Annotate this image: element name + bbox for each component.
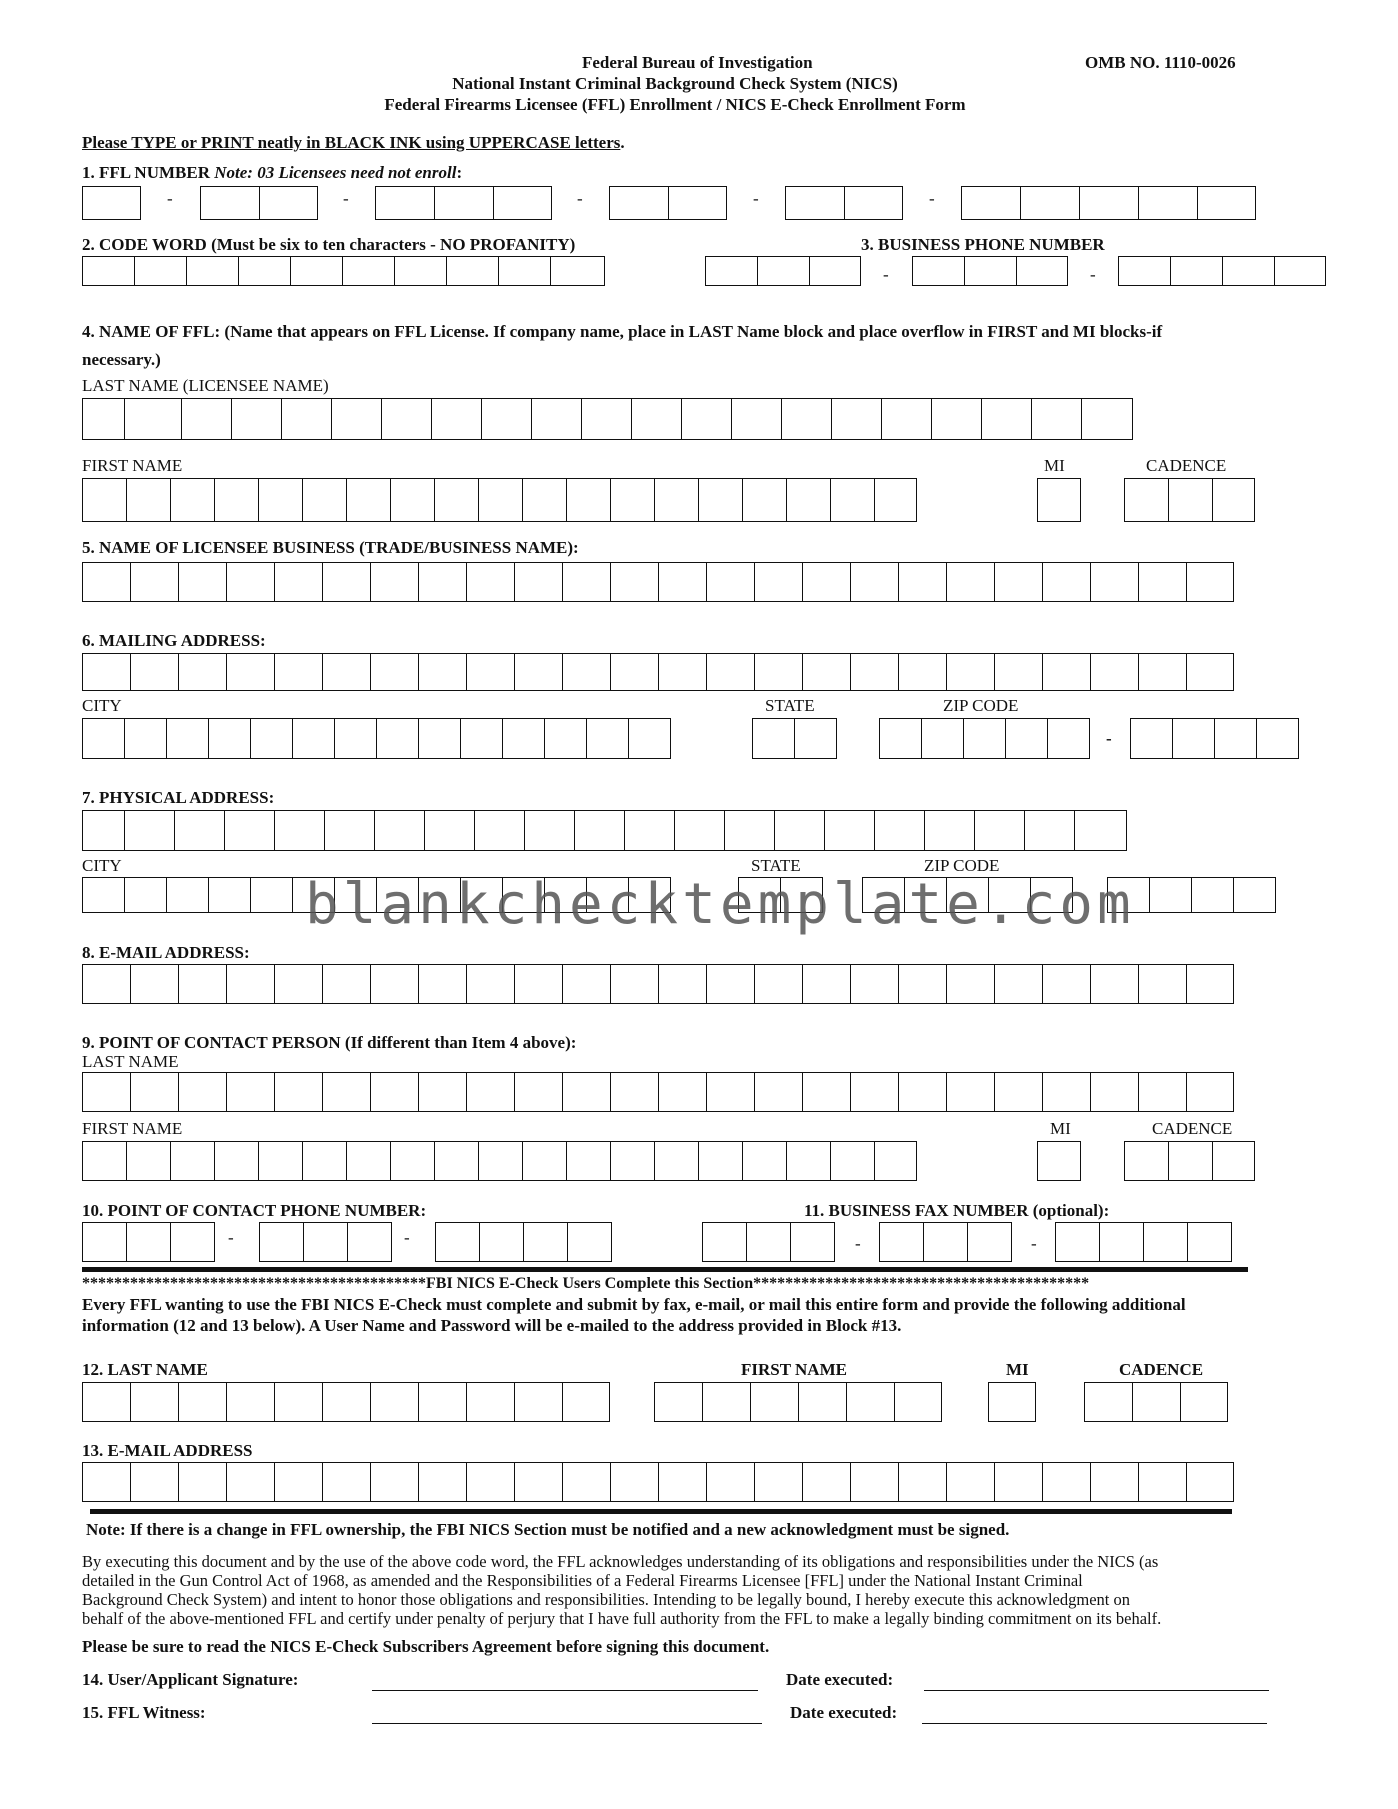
- witness-line[interactable]: [372, 1723, 762, 1724]
- signature-label: 14. User/Applicant Signature:: [82, 1670, 299, 1689]
- ffl-number-seg4[interactable]: [609, 186, 727, 220]
- agency-title: Federal Bureau of Investigation: [582, 53, 813, 72]
- echeck-cadence-label: CADENCE: [1119, 1360, 1204, 1379]
- poc-first-name-boxes[interactable]: [82, 1141, 917, 1181]
- ffl-number-seg5[interactable]: [785, 186, 903, 220]
- dash: -: [228, 1228, 234, 1247]
- section-rule: [90, 1509, 1232, 1514]
- ffl-number-seg3[interactable]: [375, 186, 552, 220]
- poc-mi-box[interactable]: [1037, 1141, 1081, 1181]
- poc-cadence-label: CADENCE: [1152, 1119, 1233, 1138]
- ffl-number-label: 1. FFL NUMBER Note: 03 Licensees need not enroll:: [82, 163, 463, 182]
- echeck-last-name-boxes[interactable]: [82, 1382, 610, 1422]
- dash: -: [883, 265, 889, 284]
- witness-label: 15. FFL Witness:: [82, 1703, 206, 1722]
- mailing-address-label: 6. MAILING ADDRESS:: [82, 631, 266, 650]
- ffl-name-label: 4. NAME OF FFL: (Name that appears on FFL License. If company name, place in LAST Name block and place overflow in FIRST and MI blocks-if: [82, 322, 1163, 341]
- business-phone-prefix[interactable]: [912, 256, 1068, 286]
- dash: -: [855, 1234, 861, 1253]
- mailing-city-boxes[interactable]: [82, 718, 671, 759]
- ffl-number-seg1[interactable]: [82, 186, 141, 220]
- poc-first-name-label: FIRST NAME: [82, 1119, 183, 1138]
- physical-address-boxes[interactable]: [82, 810, 1127, 851]
- system-title: National Instant Criminal Background Check System (NICS): [452, 74, 898, 93]
- business-name-boxes[interactable]: [82, 562, 1234, 602]
- business-phone-area[interactable]: [705, 256, 861, 286]
- dash: -: [167, 189, 173, 208]
- dash: -: [1090, 265, 1096, 284]
- echeck-banner: *******************************************FBI NICS E-Check Users Complete this Section******************************************: [82, 1275, 1090, 1292]
- ffl-first-name-boxes[interactable]: [82, 478, 917, 522]
- dash: -: [1031, 1234, 1037, 1253]
- signature-line[interactable]: [372, 1690, 758, 1691]
- dash: -: [753, 189, 759, 208]
- business-name-label: 5. NAME OF LICENSEE BUSINESS (TRADE/BUSINESS NAME):: [82, 538, 579, 557]
- poc-phone-line[interactable]: [435, 1222, 612, 1262]
- ffl-number-seg2[interactable]: [200, 186, 318, 220]
- business-phone-line[interactable]: [1118, 256, 1326, 286]
- ffl-name-label-cont: necessary.): [82, 350, 161, 369]
- echeck-email-boxes[interactable]: [82, 1462, 1234, 1502]
- ffl-mi-box[interactable]: [1037, 478, 1081, 522]
- read-agreement-notice: Please be sure to read the NICS E-Check Subscribers Agreement before signing this document.: [82, 1637, 770, 1656]
- physical-zip-label: ZIP CODE: [924, 856, 1000, 875]
- ffl-first-name-label: FIRST NAME: [82, 456, 183, 475]
- email-boxes[interactable]: [82, 964, 1234, 1004]
- poc-last-name-boxes[interactable]: [82, 1072, 1234, 1112]
- omb-number: OMB NO. 1110-0026: [1085, 53, 1236, 72]
- echeck-mi-label: MI: [1006, 1360, 1029, 1379]
- dash: -: [404, 1228, 410, 1247]
- echeck-cadence-boxes[interactable]: [1084, 1382, 1228, 1422]
- instructions: Please TYPE or PRINT neatly in BLACK INK using UPPERCASE letters.: [82, 133, 625, 152]
- mailing-city-label: CITY: [82, 696, 122, 715]
- echeck-first-name-label: FIRST NAME: [741, 1360, 847, 1379]
- business-fax-label: 11. BUSINESS FAX NUMBER (optional):: [804, 1201, 1110, 1220]
- witness-date-line[interactable]: [922, 1723, 1267, 1724]
- mailing-zip-ext-boxes[interactable]: [1130, 718, 1299, 759]
- mailing-state-boxes[interactable]: [752, 718, 837, 759]
- business-fax-line[interactable]: [1055, 1222, 1232, 1262]
- poc-phone-label: 10. POINT OF CONTACT PHONE NUMBER:: [82, 1201, 427, 1220]
- poc-label: 9. POINT OF CONTACT PERSON (If different than Item 4 above):: [82, 1033, 577, 1052]
- dash: -: [929, 189, 935, 208]
- ffl-cadence-boxes[interactable]: [1124, 478, 1255, 522]
- physical-address-label: 7. PHYSICAL ADDRESS:: [82, 788, 275, 807]
- ffl-mi-label: MI: [1044, 456, 1065, 475]
- acknowledgment-text: By executing this document and by the use of the above code word, the FFL acknowledges understanding of its obligations and responsibilities under the NICS (as detailed in the Gun Control Act of 1968, as amended and the Responsibilities of a Federal Firearms Licensee [FFL] under the National Instant Criminal Background Check System) and intent to honor those obligations and responsibilities. Intending to be legally bound, I hereby execute this acknowledgment on behalf of the above-mentioned FFL and certify under penalty of perjury that I have full authority from the FFL to make a legally binding commitment on its behalf.: [82, 1552, 1162, 1628]
- ffl-last-name-label: LAST NAME (LICENSEE NAME): [82, 376, 329, 395]
- poc-phone-area[interactable]: [82, 1222, 215, 1262]
- signature-date-label: Date executed:: [786, 1670, 894, 1689]
- poc-cadence-boxes[interactable]: [1124, 1141, 1255, 1181]
- echeck-last-name-label: 12. LAST NAME: [82, 1360, 208, 1379]
- echeck-mi-box[interactable]: [988, 1382, 1036, 1422]
- email-label: 8. E-MAIL ADDRESS:: [82, 943, 250, 962]
- physical-city-label: CITY: [82, 856, 122, 875]
- signature-date-line[interactable]: [924, 1690, 1269, 1691]
- dash: -: [343, 189, 349, 208]
- dash: -: [1106, 729, 1112, 748]
- poc-phone-prefix[interactable]: [259, 1222, 392, 1262]
- echeck-email-label: 13. E-MAIL ADDRESS: [82, 1441, 253, 1460]
- poc-last-name-label: LAST NAME: [82, 1052, 179, 1071]
- form-title: Federal Firearms Licensee (FFL) Enrollment / NICS E-Check Enrollment Form: [384, 95, 966, 114]
- business-phone-label: 3. BUSINESS PHONE NUMBER: [861, 235, 1105, 254]
- poc-mi-label: MI: [1050, 1119, 1071, 1138]
- echeck-first-name-boxes[interactable]: [654, 1382, 942, 1422]
- dash: -: [577, 189, 583, 208]
- mailing-address-boxes[interactable]: [82, 653, 1234, 691]
- business-fax-area[interactable]: [702, 1222, 835, 1262]
- echeck-intro-1: Every FFL wanting to use the FBI NICS E-Check must complete and submit by fax, e-mail, or mail this entire form and provide the following additional: [82, 1295, 1186, 1314]
- witness-date-label: Date executed:: [790, 1703, 898, 1722]
- ffl-last-name-boxes[interactable]: [82, 398, 1133, 440]
- business-fax-prefix[interactable]: [879, 1222, 1012, 1262]
- mailing-state-label: STATE: [765, 696, 815, 715]
- echeck-intro-2: information (12 and 13 below). A User Name and Password will be e-mailed to the address provided in Block #13.: [82, 1316, 902, 1335]
- section-rule: [82, 1267, 1248, 1272]
- ffl-number-seg6[interactable]: [961, 186, 1256, 220]
- mailing-zip-label: ZIP CODE: [943, 696, 1019, 715]
- ffl-cadence-label: CADENCE: [1146, 456, 1227, 475]
- ownership-note: Note: If there is a change in FFL ownership, the FBI NICS Section must be notified and a new acknowledgment must be signed.: [86, 1520, 1010, 1539]
- code-word-label: 2. CODE WORD (Must be six to ten characters - NO PROFANITY): [82, 235, 576, 254]
- watermark: blankchecktemplate.com: [305, 872, 1135, 937]
- physical-state-label: STATE: [751, 856, 801, 875]
- code-word-boxes[interactable]: [82, 256, 605, 286]
- mailing-zip-boxes[interactable]: [879, 718, 1090, 759]
